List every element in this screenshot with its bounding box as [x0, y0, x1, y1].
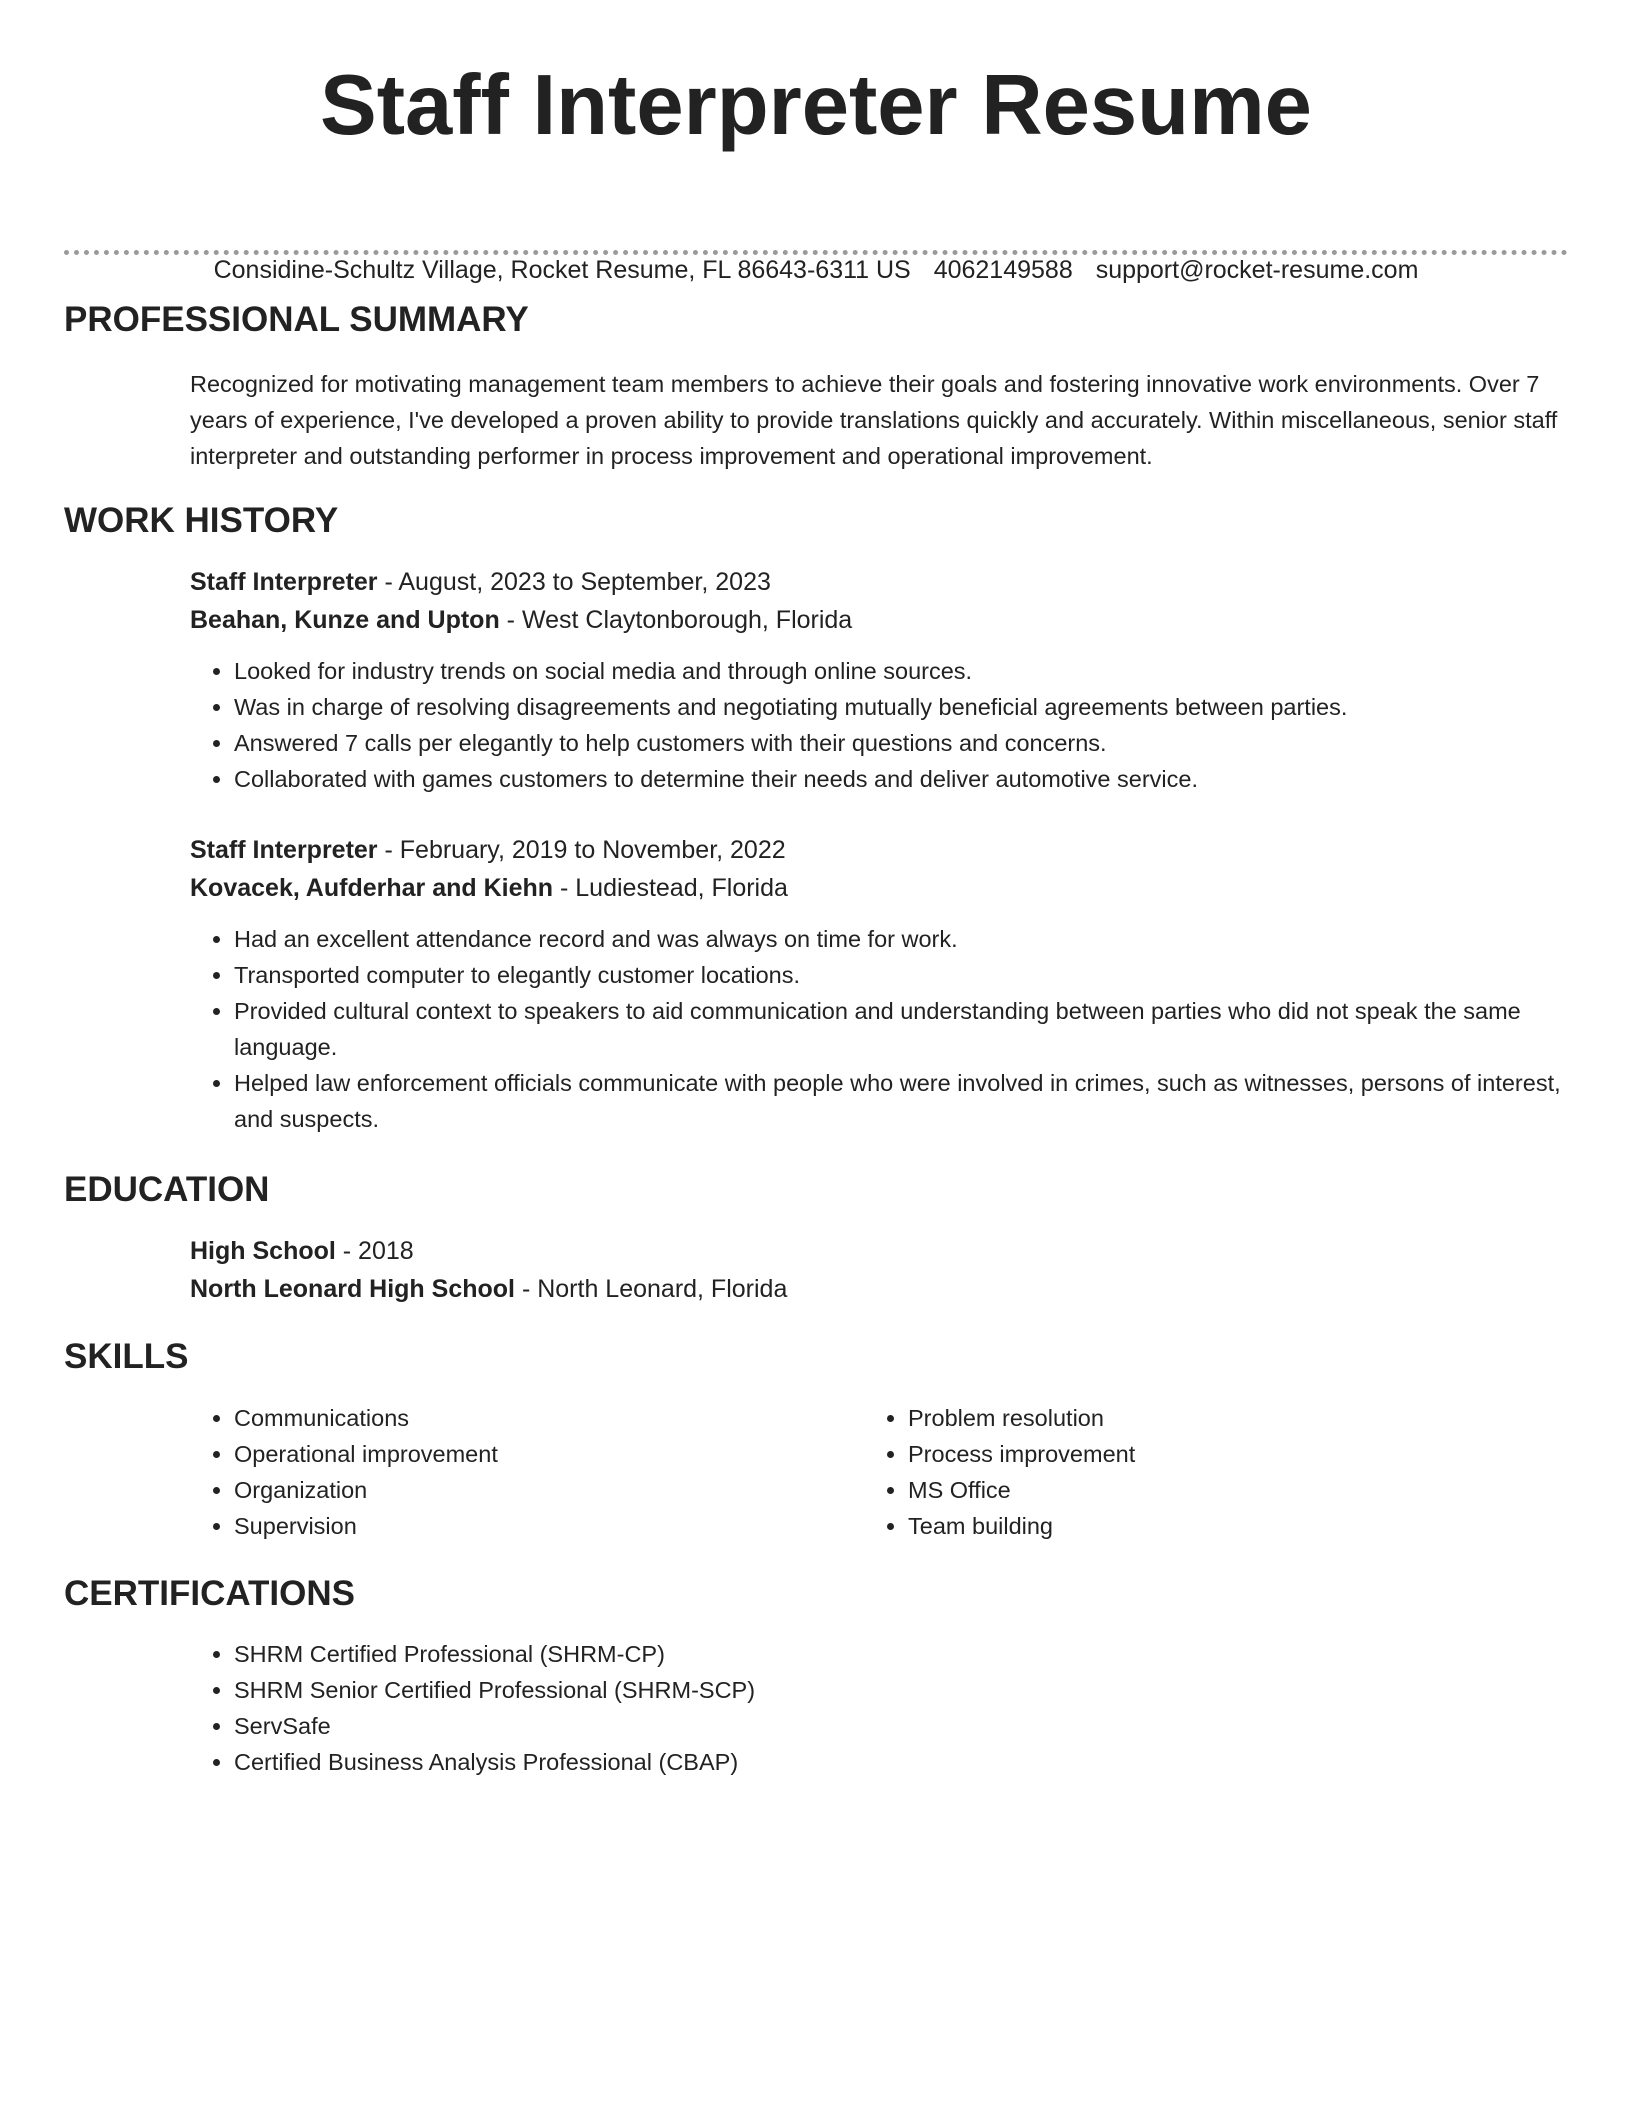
- list-item: • Certified Business Analysis Professional (CBAP): [234, 1744, 1600, 1780]
- list-item: • Supervision: [234, 1508, 830, 1544]
- education-degree-line: [190, 1232, 1600, 1270]
- contact-phone: 4062149588: [933, 256, 1073, 284]
- education-school: North Leonard High School: [190, 1275, 515, 1303]
- job-entry: [190, 563, 1600, 797]
- certifications-list: [190, 1636, 1600, 1780]
- list-item: • MS Office: [908, 1472, 1504, 1508]
- page-title: Staff Interpreter Resume: [320, 58, 1312, 153]
- list-item: • SHRM Certified Professional (SHRM-CP): [234, 1636, 1600, 1672]
- list-item: • Answered 7 calls per elegantly to help customers with their questions and concerns.: [234, 725, 1600, 761]
- contact-line: [64, 254, 1568, 286]
- list-item: • Was in charge of resolving disagreements and negotiating mutually beneficial agreements between parties.: [234, 689, 1600, 725]
- list-item: • ServSafe: [234, 1708, 1600, 1744]
- education-school-line: [190, 1270, 1600, 1308]
- list-item: • Looked for industry trends on social media and through online sources.: [234, 653, 1600, 689]
- education-year: - 2018: [335, 1237, 414, 1265]
- section-heading-certifications: CERTIFICATIONS: [64, 1574, 356, 1613]
- skills-column-right: [864, 1400, 1504, 1544]
- skills-list: [190, 1400, 830, 1544]
- job-entry: [190, 831, 1600, 1137]
- list-item: • Organization: [234, 1472, 830, 1508]
- section-heading-skills: SKILLS: [64, 1337, 189, 1376]
- list-item: • SHRM Senior Certified Professional (SHRM-SCP): [234, 1672, 1600, 1708]
- section-heading-education: EDUCATION: [64, 1170, 270, 1209]
- certifications-entry: [190, 1636, 1600, 1780]
- job-company-line: [190, 869, 1600, 907]
- contact-address: Considine-Schultz Village, Rocket Resume, FL 86643-6311 US: [213, 256, 911, 284]
- job-company-line: [190, 601, 1600, 639]
- job-location: - West Claytonborough, Florida: [499, 606, 853, 634]
- contact-email: support@rocket-resume.com: [1095, 256, 1419, 284]
- list-item: • Transported computer to elegantly customer locations.: [234, 957, 1600, 993]
- education-location: - North Leonard, Florida: [515, 1275, 788, 1303]
- job-bullets: [190, 921, 1600, 1137]
- education-entry: [190, 1232, 1600, 1308]
- job-title: Staff Interpreter: [190, 836, 378, 864]
- summary-text: Recognized for motivating management team members to achieve their goals and fostering innovative work environments. Over 7 years of experience, I've developed a proven ability to provide translations quickly and accurately. Within miscellaneous, senior staff interpreter and outstanding performer in process improvement and operational improvement.: [190, 371, 1558, 469]
- list-item: • Operational improvement: [234, 1436, 830, 1472]
- list-item: • Process improvement: [908, 1436, 1504, 1472]
- resume-page: [64, 0, 1568, 1775]
- job-dates: - August, 2023 to September, 2023: [377, 568, 771, 596]
- list-item: • Helped law enforcement officials communicate with people who were involved in crimes, such as witnesses, persons of interest, and suspects.: [234, 1065, 1600, 1137]
- job-dates: - February, 2019 to November, 2022: [377, 836, 786, 864]
- section-heading-summary: PROFESSIONAL SUMMARY: [64, 300, 529, 339]
- skills-list: [864, 1400, 1504, 1544]
- list-item: • Communications: [234, 1400, 830, 1436]
- job-title: Staff Interpreter: [190, 568, 378, 596]
- section-heading-work-history: WORK HISTORY: [64, 501, 339, 540]
- job-bullets: [190, 653, 1600, 797]
- list-item: • Team building: [908, 1508, 1504, 1544]
- skills-column-left: [190, 1400, 830, 1544]
- list-item: • Collaborated with games customers to determine their needs and deliver automotive service.: [234, 761, 1600, 797]
- list-item: • Had an excellent attendance record and was always on time for work.: [234, 921, 1600, 957]
- header-divider: [64, 250, 1568, 255]
- job-location: - Ludiestead, Florida: [553, 874, 788, 902]
- job-title-line: [190, 563, 1600, 601]
- list-item: • Problem resolution: [908, 1400, 1504, 1436]
- job-company: Beahan, Kunze and Upton: [190, 606, 500, 634]
- list-item: • Provided cultural context to speakers to aid communication and understanding between parties who did not speak the same language.: [234, 993, 1600, 1065]
- job-title-line: [190, 831, 1600, 869]
- job-company: Kovacek, Aufderhar and Kiehn: [190, 874, 554, 902]
- education-degree: High School: [190, 1237, 336, 1265]
